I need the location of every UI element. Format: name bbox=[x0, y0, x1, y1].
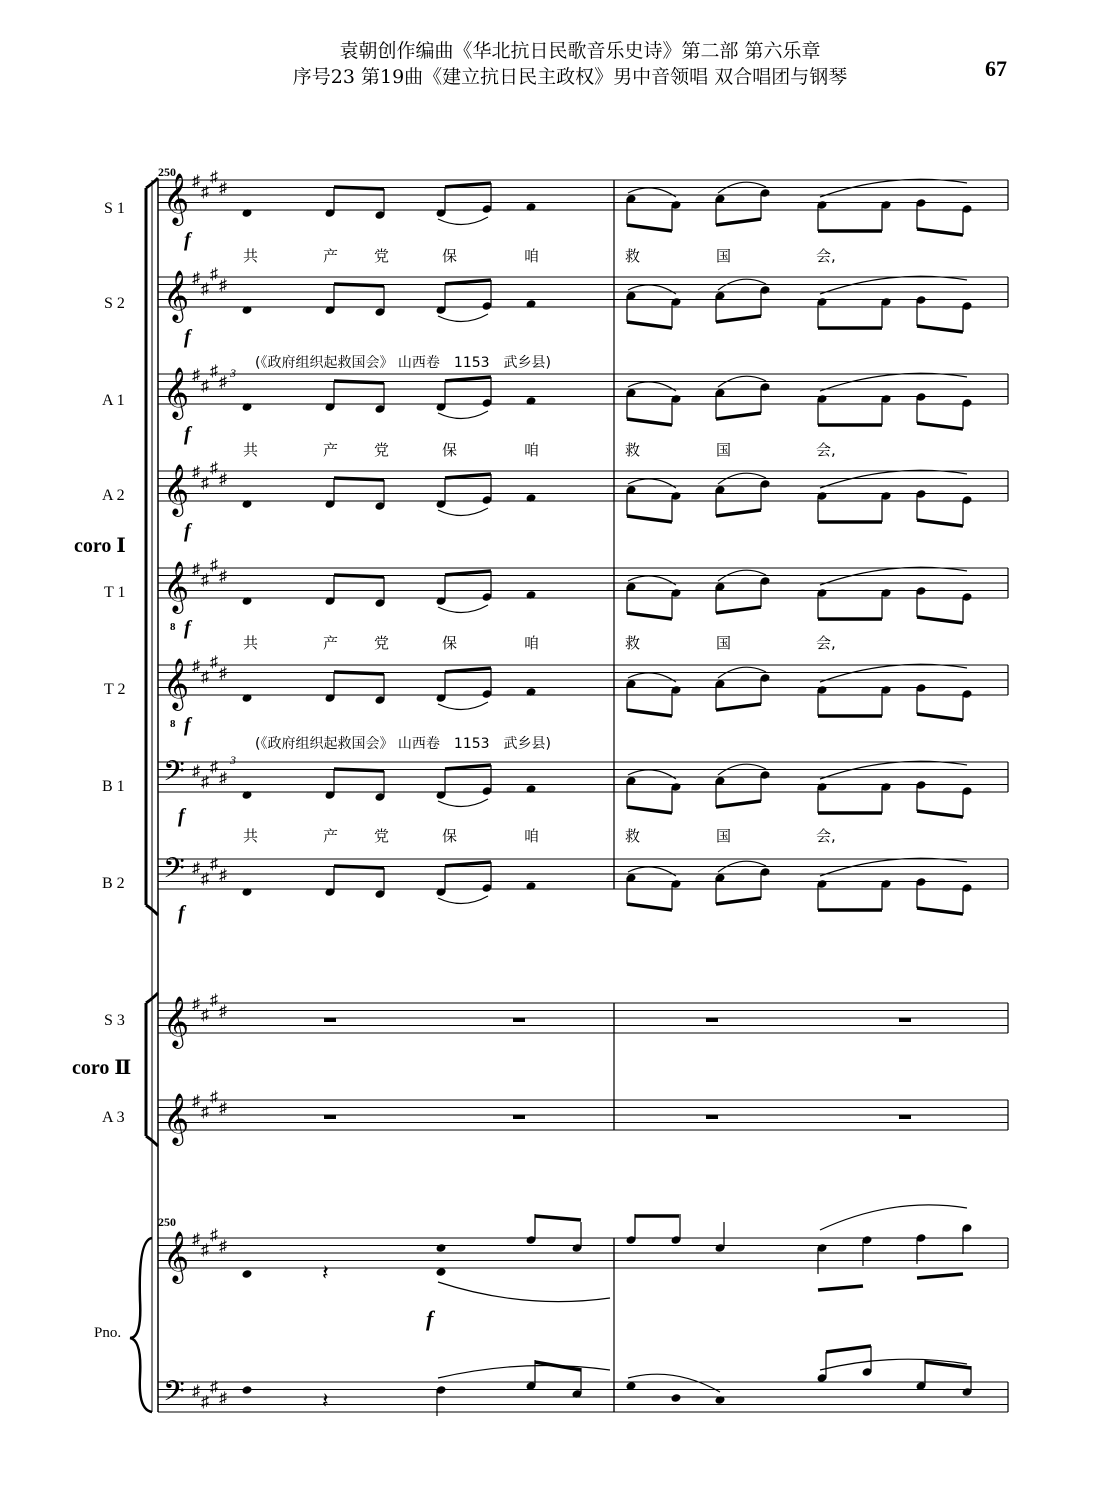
sharp-icon: ♯ bbox=[201, 475, 209, 492]
beam bbox=[334, 672, 384, 674]
slur bbox=[438, 314, 488, 322]
beam bbox=[627, 419, 672, 425]
beam bbox=[716, 413, 761, 419]
slur bbox=[438, 217, 488, 225]
bass-clef-icon: 𝄢 bbox=[163, 757, 185, 794]
sharp-icon: ♯ bbox=[219, 665, 227, 682]
lyric-syllable: 国 bbox=[716, 634, 732, 652]
sharp-icon: ♯ bbox=[192, 860, 200, 877]
sharp-icon: ♯ bbox=[210, 169, 218, 186]
sharp-icon: ♯ bbox=[219, 867, 227, 884]
beam bbox=[445, 668, 491, 672]
tuplet-mark-a1: 3 bbox=[230, 366, 236, 380]
slur bbox=[820, 664, 967, 682]
beam bbox=[334, 187, 384, 189]
bass-clef-icon: 𝄢 bbox=[163, 854, 185, 891]
sharp-icon: ♯ bbox=[201, 378, 209, 395]
lyric-syllable: 会, bbox=[816, 247, 836, 265]
beam bbox=[917, 520, 963, 526]
lyric-syllable: 产 bbox=[323, 247, 339, 265]
beam bbox=[917, 908, 963, 914]
lyric-syllable: 共 bbox=[243, 441, 259, 459]
slur bbox=[628, 770, 676, 779]
slur bbox=[820, 858, 967, 876]
measure-number: 250 bbox=[158, 165, 176, 179]
lyric-syllable: 救 bbox=[625, 634, 641, 652]
sharp-icon: ♯ bbox=[201, 572, 209, 589]
sharp-icon: ♯ bbox=[210, 856, 218, 873]
dynamic-forte: f bbox=[184, 617, 191, 639]
slur bbox=[820, 276, 967, 294]
beam bbox=[917, 1274, 963, 1278]
lyric-syllable: 产 bbox=[323, 634, 339, 652]
beam bbox=[445, 183, 491, 187]
lyric-syllable: 救 bbox=[625, 441, 641, 459]
lyric-syllable: 党 bbox=[374, 634, 390, 652]
beam bbox=[917, 617, 963, 623]
beam bbox=[818, 1286, 863, 1290]
treble-clef-icon: 𝄞 bbox=[163, 368, 190, 417]
slur bbox=[628, 673, 676, 682]
beam bbox=[917, 811, 963, 817]
sharp-icon: ♯ bbox=[219, 180, 227, 197]
beam bbox=[716, 898, 761, 904]
slur bbox=[820, 179, 967, 197]
beam bbox=[716, 704, 761, 710]
sharp-icon: ♯ bbox=[192, 658, 200, 675]
sharp-icon: ♯ bbox=[210, 363, 218, 380]
note-head bbox=[435, 1243, 446, 1253]
beam bbox=[445, 862, 491, 866]
beam bbox=[627, 904, 672, 910]
bass-clef-icon: 𝄢 bbox=[163, 1377, 185, 1414]
staff-label-a3: A 3 bbox=[102, 1109, 125, 1126]
slur bbox=[628, 867, 676, 876]
sharp-icon: ♯ bbox=[192, 464, 200, 481]
beam bbox=[925, 1362, 971, 1368]
lyric-syllable: 共 bbox=[243, 634, 259, 652]
lyric-syllable: 会, bbox=[816, 634, 836, 652]
sharp-icon: ♯ bbox=[219, 277, 227, 294]
slur bbox=[628, 285, 676, 294]
sharp-icon: ♯ bbox=[210, 759, 218, 776]
beam bbox=[627, 807, 672, 813]
quarter-rest-icon: 𝄽 bbox=[322, 1260, 329, 1285]
treble-clef-icon: 𝄞 bbox=[163, 271, 190, 320]
beam bbox=[826, 1346, 871, 1352]
lyrics-group bbox=[243, 247, 836, 845]
slur bbox=[438, 508, 488, 516]
slur bbox=[628, 188, 676, 197]
sharp-icon: ♯ bbox=[210, 266, 218, 283]
beam bbox=[334, 284, 384, 286]
treble-clef-icon: 𝄞 bbox=[163, 174, 190, 223]
score-title-line-2: 序号23 第19曲《建立抗日民主政权》男中音领唱 双合唱团与钢琴 bbox=[292, 66, 848, 88]
beam bbox=[334, 866, 384, 868]
treble-clef-icon: 𝄞 bbox=[163, 1094, 190, 1143]
beam bbox=[627, 225, 672, 231]
slur bbox=[820, 373, 967, 391]
staff-label-s1: S 1 bbox=[104, 200, 125, 217]
choir-group-label-1: coro Ⅰ bbox=[74, 535, 126, 557]
slur bbox=[820, 1205, 967, 1230]
sharp-icon: ♯ bbox=[192, 1093, 200, 1110]
lyric-syllable: 产 bbox=[323, 441, 339, 459]
page-number: 67 bbox=[985, 56, 1007, 81]
dynamics-group bbox=[178, 229, 436, 1331]
lyric-syllable: 国 bbox=[716, 827, 732, 845]
staff-label-s3: S 3 bbox=[104, 1012, 125, 1029]
staff-label-s2: S 2 bbox=[104, 295, 125, 312]
sharp-icon: ♯ bbox=[192, 367, 200, 384]
sharp-icon: ♯ bbox=[192, 561, 200, 578]
note-head bbox=[241, 1385, 252, 1395]
sharp-icon: ♯ bbox=[219, 1100, 227, 1117]
dynamic-forte: f bbox=[184, 229, 191, 251]
lyric-syllable: 会, bbox=[816, 827, 836, 845]
sharp-icon: ♯ bbox=[210, 654, 218, 671]
sharp-icon: ♯ bbox=[210, 1089, 218, 1106]
sharp-icon: ♯ bbox=[201, 281, 209, 298]
lyric-syllable: 保 bbox=[442, 247, 458, 265]
sharp-icon: ♯ bbox=[201, 669, 209, 686]
beam bbox=[917, 229, 963, 235]
lyric-syllable: 咱 bbox=[524, 634, 540, 652]
lyric-syllable: 会, bbox=[816, 441, 836, 459]
lyric-syllable: 共 bbox=[243, 827, 259, 845]
sharp-icon: ♯ bbox=[219, 374, 227, 391]
beam bbox=[627, 710, 672, 716]
slur bbox=[438, 1366, 610, 1379]
beam bbox=[334, 381, 384, 383]
note-head bbox=[670, 1393, 681, 1403]
staff-label-a1: A 1 bbox=[102, 392, 125, 409]
lyric-syllable: 保 bbox=[442, 634, 458, 652]
beam bbox=[917, 326, 963, 332]
sharp-icon: ♯ bbox=[219, 568, 227, 585]
slur bbox=[438, 702, 488, 710]
staff-label-b1: B 1 bbox=[102, 778, 125, 795]
sharp-icon: ♯ bbox=[201, 1007, 209, 1024]
slur bbox=[438, 605, 488, 613]
slur bbox=[628, 382, 676, 391]
dynamic-forte: f bbox=[426, 1306, 434, 1331]
beam bbox=[627, 516, 672, 522]
lyric-syllable: 咱 bbox=[524, 441, 540, 459]
dynamic-forte: f bbox=[178, 805, 185, 827]
sharp-icon: ♯ bbox=[192, 1231, 200, 1248]
staff-label-a2: A 2 bbox=[102, 487, 125, 504]
score-title-line-1: 袁朝创作编曲《华北抗日民歌音乐史诗》第二部 第六乐章 bbox=[339, 40, 821, 62]
whole-rest bbox=[706, 1115, 718, 1119]
slur bbox=[628, 576, 676, 585]
whole-rest bbox=[706, 1018, 718, 1022]
whole-rest bbox=[324, 1115, 336, 1119]
beam bbox=[716, 510, 761, 516]
lyric-syllable: 国 bbox=[716, 247, 732, 265]
beam bbox=[334, 575, 384, 577]
sharp-icon: ♯ bbox=[210, 1227, 218, 1244]
lyric-syllable: 咱 bbox=[524, 827, 540, 845]
quarter-rest-icon: 𝄽 bbox=[322, 1388, 329, 1413]
dynamic-forte: f bbox=[184, 714, 191, 736]
octave-mark: 8 bbox=[170, 621, 176, 633]
tuplet-mark-b1: 3 bbox=[230, 753, 236, 767]
lyric-syllable: 党 bbox=[374, 827, 390, 845]
dynamic-forte: f bbox=[184, 520, 191, 542]
treble-clef-icon: 𝄞 bbox=[163, 465, 190, 514]
source-note-2: (《政府组织起救国会》 山西卷 1153 武乡县) bbox=[255, 736, 552, 752]
sharp-icon: ♯ bbox=[219, 1390, 227, 1407]
octave-mark: 8 bbox=[170, 718, 176, 730]
beam bbox=[917, 714, 963, 720]
lyric-syllable: 保 bbox=[442, 441, 458, 459]
dynamic-forte: f bbox=[184, 423, 191, 445]
staff-label-b2: B 2 bbox=[102, 875, 125, 892]
sharp-icon: ♯ bbox=[192, 996, 200, 1013]
whole-rest bbox=[899, 1018, 911, 1022]
whole-rest bbox=[324, 1018, 336, 1022]
sharp-icon: ♯ bbox=[219, 1003, 227, 1020]
lyric-syllable: 国 bbox=[716, 441, 732, 459]
slur bbox=[438, 799, 488, 807]
treble-clef-icon: 𝄞 bbox=[163, 562, 190, 611]
beam bbox=[445, 571, 491, 575]
beam bbox=[716, 219, 761, 225]
beam bbox=[445, 474, 491, 478]
slur bbox=[438, 1282, 610, 1302]
beam bbox=[445, 765, 491, 769]
slur bbox=[438, 896, 488, 904]
sharp-icon: ♯ bbox=[210, 460, 218, 477]
beam bbox=[716, 801, 761, 807]
beam bbox=[716, 316, 761, 322]
sharp-icon: ♯ bbox=[201, 871, 209, 888]
lyric-syllable: 党 bbox=[374, 441, 390, 459]
beam bbox=[716, 607, 761, 613]
slur bbox=[820, 761, 967, 779]
note-head bbox=[435, 1267, 446, 1277]
whole-rest bbox=[899, 1115, 911, 1119]
beam bbox=[334, 478, 384, 480]
whole-rest bbox=[513, 1115, 525, 1119]
lyric-syllable: 救 bbox=[625, 827, 641, 845]
lyric-syllable: 共 bbox=[243, 247, 259, 265]
lyric-syllable: 咱 bbox=[524, 247, 540, 265]
beam bbox=[334, 769, 384, 771]
sharp-icon: ♯ bbox=[201, 1394, 209, 1411]
slur bbox=[628, 479, 676, 488]
sharp-icon: ♯ bbox=[192, 763, 200, 780]
beam bbox=[627, 613, 672, 619]
choir-group-label-2: coro Ⅱ bbox=[72, 1057, 132, 1079]
sharp-icon: ♯ bbox=[219, 471, 227, 488]
slur bbox=[438, 411, 488, 419]
dynamic-forte: f bbox=[184, 326, 191, 348]
sharp-icon: ♯ bbox=[201, 774, 209, 791]
whole-rest bbox=[513, 1018, 525, 1022]
sharp-icon: ♯ bbox=[201, 184, 209, 201]
sharp-icon: ♯ bbox=[210, 557, 218, 574]
beam bbox=[445, 280, 491, 284]
treble-clef-icon: 𝄞 bbox=[163, 997, 190, 1046]
dynamic-forte: f bbox=[178, 902, 185, 924]
staff-label-piano: Pno. bbox=[94, 1325, 122, 1341]
sharp-icon: ♯ bbox=[201, 1242, 209, 1259]
sharp-icon: ♯ bbox=[219, 770, 227, 787]
sharp-icon: ♯ bbox=[219, 1238, 227, 1255]
treble-clef-icon: 𝄞 bbox=[163, 659, 190, 708]
note-head bbox=[241, 1269, 252, 1279]
piano-measure-number: 250 bbox=[158, 1215, 176, 1229]
beam bbox=[627, 322, 672, 328]
lyric-syllable: 保 bbox=[442, 827, 458, 845]
staff-label-t1: T 1 bbox=[104, 584, 126, 601]
staff-label-t2: T 2 bbox=[104, 681, 126, 698]
lyric-syllable: 救 bbox=[625, 247, 641, 265]
beam bbox=[917, 423, 963, 429]
beam bbox=[445, 377, 491, 381]
piano-brace bbox=[130, 1238, 152, 1412]
lyric-syllable: 党 bbox=[374, 247, 390, 265]
sharp-icon: ♯ bbox=[210, 1379, 218, 1396]
sharp-icon: ♯ bbox=[192, 1383, 200, 1400]
sharp-icon: ♯ bbox=[201, 1104, 209, 1121]
slur bbox=[820, 567, 967, 585]
slur bbox=[820, 470, 967, 488]
source-note-1: (《政府组织起救国会》 山西卷 1153 武乡县) bbox=[255, 355, 552, 371]
sharp-icon: ♯ bbox=[210, 992, 218, 1009]
sharp-icon: ♯ bbox=[192, 173, 200, 190]
sharp-icon: ♯ bbox=[192, 270, 200, 287]
treble-clef-icon: 𝄞 bbox=[163, 1232, 190, 1281]
lyric-syllable: 产 bbox=[323, 827, 339, 845]
beam bbox=[535, 1216, 581, 1220]
